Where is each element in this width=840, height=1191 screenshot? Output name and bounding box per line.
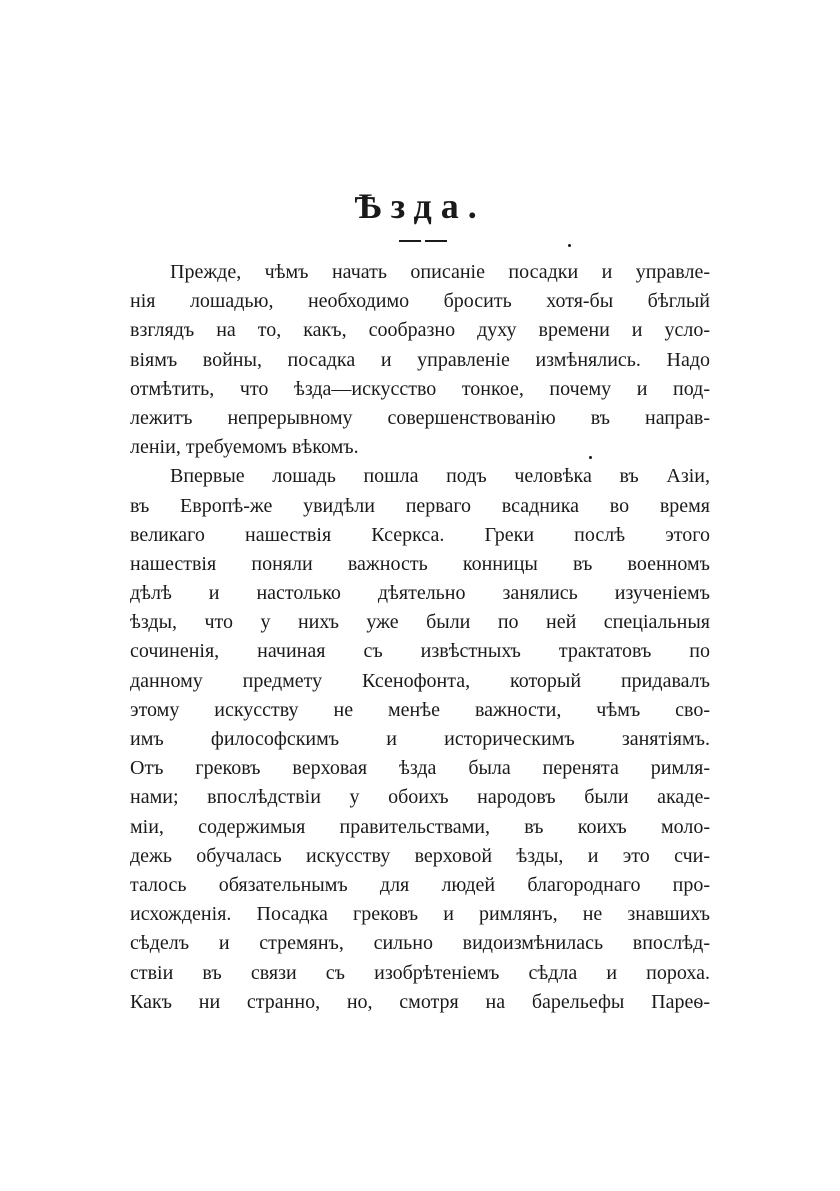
- text-line: Прежде, чѣмъ начать описаніе посадки и управле-: [170, 261, 710, 283]
- text-line: нами; впослѣдствіи у обоихъ народовъ были акаде-: [130, 786, 710, 809]
- text-line: дежь обучалась искусству верховой ѣзды, и это счи-: [130, 844, 710, 867]
- text-line: великаго нашествія Ксеркса. Греки послѣ этого: [130, 523, 710, 546]
- print-speck: [568, 244, 571, 247]
- text-line: сѣделъ и стремянъ, сильно видоизмѣнилась впослѣд-: [130, 932, 710, 955]
- text-line: Впервые лошадь пошла подъ человѣка въ Азіи,: [170, 465, 710, 488]
- text-line: отмѣтить, что ѣзда—искусство тонкое, почему и под-: [130, 377, 710, 400]
- text-line: дѣлѣ и настолько дѣятельно занялись изученіемъ: [130, 582, 710, 605]
- text-line: міи, содержимыя правительствами, въ коихъ моло-: [130, 815, 710, 838]
- title-rule-right: [425, 240, 447, 242]
- text-line: нія лошадью, необходимо бросить хотя-бы бѣглый: [130, 290, 710, 313]
- text-line: ѣзды, что у нихъ уже были по ней спеціальныя: [130, 611, 710, 634]
- text-line: віямъ войны, посадка и управленіе измѣнялись. Надо: [130, 348, 710, 371]
- text-line: ствіи въ связи съ изобрѣтеніемъ сѣдла и пороха.: [130, 961, 710, 984]
- body-text: [130, 258, 710, 1017]
- text-line: взглядъ на то, какъ, сообразно духу времени и усло-: [130, 319, 710, 342]
- text-line: имъ философскимъ и историческимъ занятіямъ.: [130, 728, 710, 750]
- text-line: сочиненія, начиная съ извѣстныхъ трактатовъ по: [130, 640, 710, 663]
- text-line: талось обязательнымъ для людей благороднаго про-: [130, 873, 710, 896]
- text-line: Какъ ни странно, но, смотря на барельефы Пареѳ-: [130, 990, 710, 1013]
- title-rule-left: [399, 240, 421, 242]
- text-line: лежитъ непрерывному совершенствованію въ направ-: [130, 406, 710, 429]
- text-line: нашествія поняли важность конницы въ военномъ: [130, 552, 710, 575]
- text-line: леніи, требуемомъ вѣкомъ.: [130, 436, 359, 459]
- text-line: въ Европѣ-же увидѣли перваго всадника во время: [130, 494, 710, 517]
- text-line: Отъ грековъ верховая ѣзда была перенята римля-: [130, 757, 710, 780]
- text-line: исхожденія. Посадка грековъ и римлянъ, не знавшихъ: [130, 903, 710, 926]
- chapter-title: Ѣзда.: [354, 186, 486, 226]
- text-line: этому искусству не менѣе важности, чѣмъ сво-: [130, 698, 710, 721]
- text-line: данному предмету Ксенофонта, который придавалъ: [130, 669, 710, 692]
